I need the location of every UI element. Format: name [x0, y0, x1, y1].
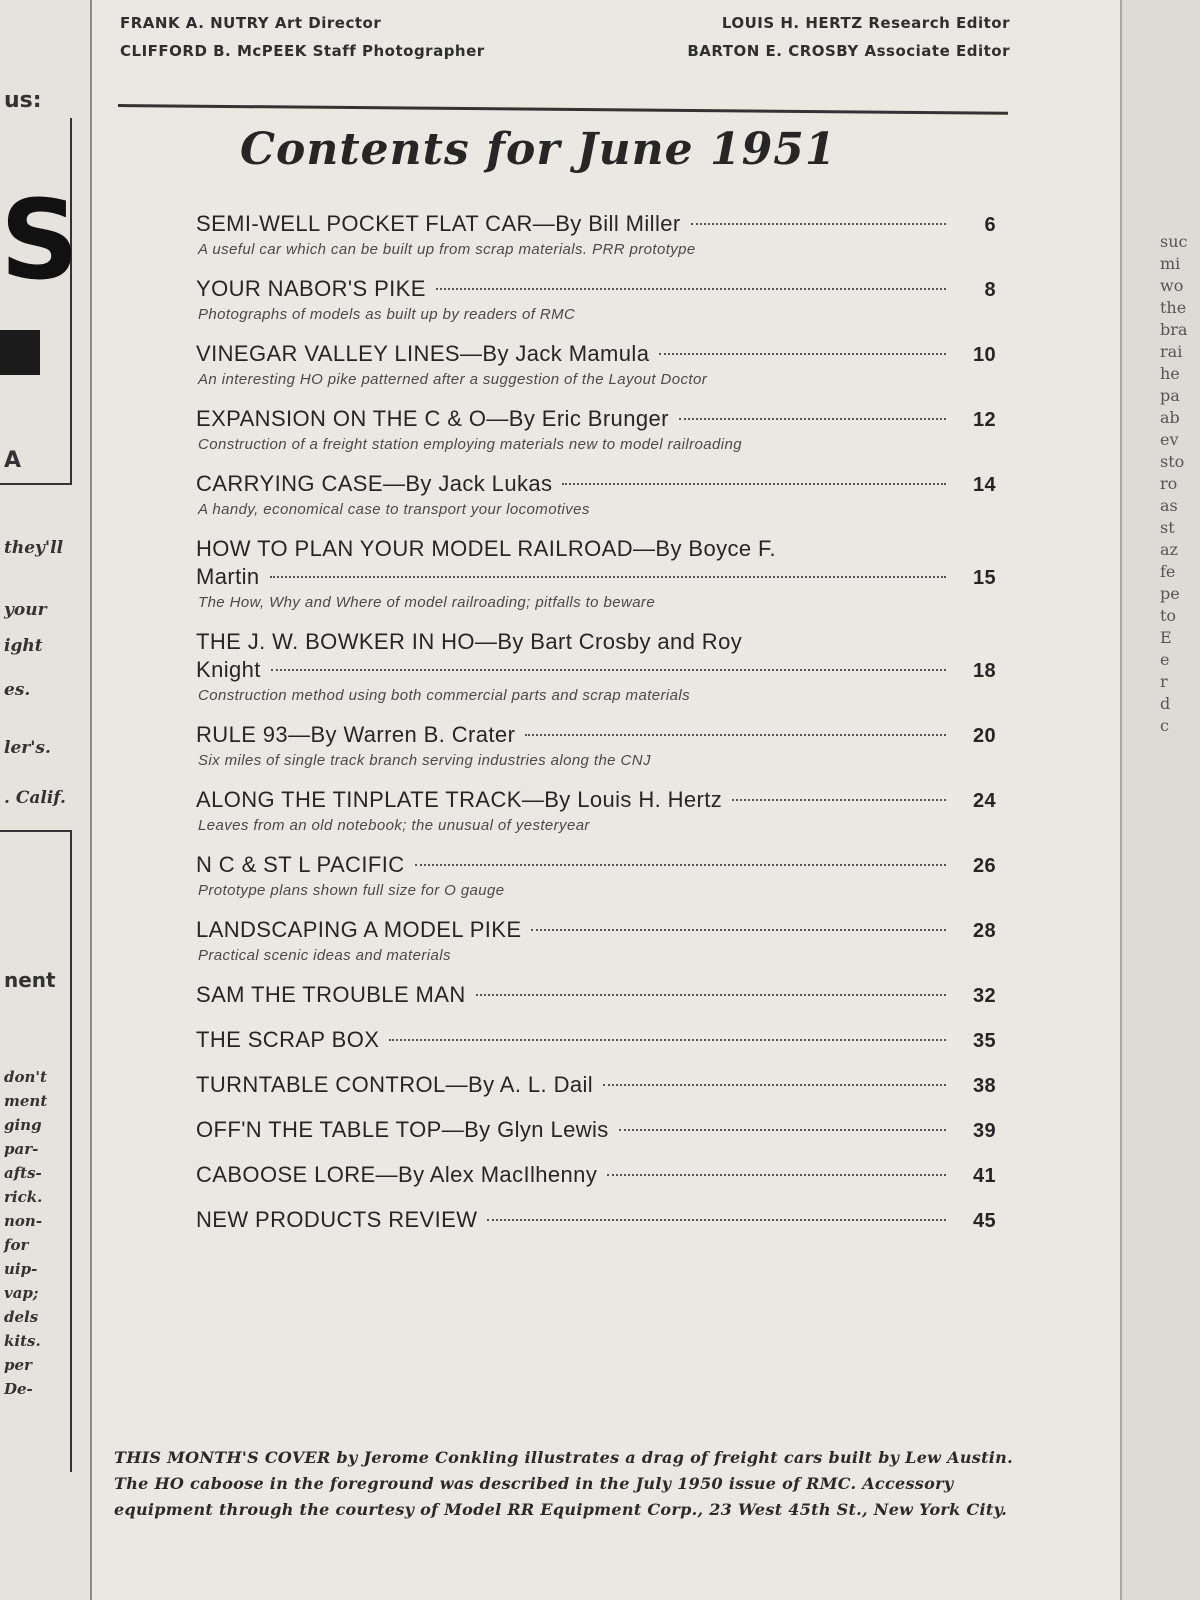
toc-page-number: 18 [972, 660, 996, 682]
toc-description: Practical scenic ideas and materials [198, 947, 451, 964]
toc-entry [196, 210, 996, 261]
toc-page-number: 32 [972, 985, 996, 1007]
right-fragment: fe [1160, 562, 1176, 581]
toc-title: CABOOSE LORE—By Alex MacIlhenny [196, 1162, 598, 1187]
left-small-fragment: ging [4, 1116, 42, 1134]
right-fragment: E [1160, 628, 1172, 647]
dot-leader [691, 223, 946, 225]
masthead-associate-editor: BARTON E. CROSBY Associate Editor [687, 42, 1010, 60]
toc-entry [196, 470, 996, 521]
right-fragment: d [1160, 694, 1171, 713]
toc-description: Photographs of models as built up by readers of RMC [198, 306, 576, 323]
masthead-research-editor: LOUIS H. HERTZ Research Editor [721, 14, 1010, 32]
left-black-block [0, 330, 40, 375]
right-fragment: sto [1160, 452, 1185, 471]
right-fragment: e [1160, 650, 1170, 669]
toc-entry [196, 628, 996, 707]
toc-title: TURNTABLE CONTROL—By A. L. Dail [196, 1072, 594, 1097]
left-small-fragment: rick. [4, 1188, 43, 1206]
dot-leader [270, 576, 946, 578]
dot-leader [607, 1174, 946, 1176]
left-big-letter: S [0, 176, 80, 304]
dot-leader [619, 1129, 946, 1131]
right-fragment: r [1160, 672, 1168, 691]
toc-page-number: 28 [972, 920, 996, 942]
toc-title: N C & ST L PACIFIC [196, 852, 405, 877]
right-fragment: az [1160, 540, 1178, 559]
toc-description: Prototype plans shown full size for O gauge [198, 882, 505, 899]
left-small-fragment: kits. [4, 1332, 41, 1350]
dot-leader [679, 418, 946, 420]
toc-entry [196, 275, 996, 326]
toc-title: EXPANSION ON THE C & O—By Eric Brunger [196, 406, 669, 431]
toc-title: THE SCRAP BOX [196, 1027, 380, 1052]
left-small-fragment: vap; [4, 1284, 39, 1302]
toc-page-number: 26 [972, 855, 996, 877]
left-fragment: us: [4, 88, 42, 113]
toc-description: An interesting HO pike patterned after a suggestion of the Layout Doctor [198, 371, 708, 388]
toc-title: LANDSCAPING A MODEL PIKE [196, 917, 522, 942]
toc-entry [196, 1161, 996, 1190]
toc-page-number: 14 [972, 474, 996, 496]
toc-entry [196, 405, 996, 456]
left-fragment: they'll [4, 538, 64, 558]
toc-entry [196, 340, 996, 391]
toc-entry [196, 535, 996, 614]
toc-title: SEMI-WELL POCKET FLAT CAR—By Bill Miller [196, 211, 681, 236]
dot-leader [659, 353, 946, 355]
right-fragment: st [1160, 518, 1175, 537]
dot-leader [271, 669, 946, 671]
toc-description: Construction method using both commercial parts and scrap materials [198, 687, 691, 704]
masthead [120, 14, 1020, 70]
toc-page-number: 45 [972, 1210, 996, 1232]
dot-leader [525, 734, 946, 736]
toc-description: Construction of a freight station employing materials new to model railroading [198, 436, 742, 453]
toc-title: YOUR NABOR'S PIKE [196, 276, 426, 301]
toc-title: SAM THE TROUBLE MAN [196, 982, 466, 1007]
cover-note: THIS MONTH'S COVER by Jerome Conkling illustrates a drag of freight cars built by Lew Austin. The HO caboose in the foreground was described in the July 1950 issue of RMC. Accessory equipment through the courtesy of Model RR Equipment Corp., 23 West 45th St., New York City. [114, 1448, 1013, 1519]
toc-entry [196, 1026, 996, 1055]
dot-leader [562, 483, 946, 485]
right-fragment: ab [1160, 408, 1180, 427]
left-small-fragment: don't [4, 1068, 47, 1086]
toc-page-number: 39 [972, 1120, 996, 1142]
left-small-fragment: afts- [4, 1164, 42, 1182]
toc-page-number: 6 [984, 214, 996, 236]
left-fragment: A [4, 448, 22, 473]
left-small-fragment: De- [4, 1380, 33, 1398]
masthead-art-director: FRANK A. NUTRY Art Director [120, 14, 382, 32]
toc-entry [196, 786, 996, 837]
left-fragment: nent [4, 968, 56, 992]
toc-page-number: 35 [972, 1030, 996, 1052]
left-small-fragment: dels [4, 1308, 39, 1326]
dot-leader [436, 288, 946, 290]
right-fragment: as [1160, 496, 1178, 515]
toc-description: Leaves from an old notebook; the unusual of yesteryear [198, 817, 590, 834]
toc-page-number: 12 [972, 409, 996, 431]
right-page-strip [1120, 0, 1200, 1600]
dot-leader [415, 864, 947, 866]
toc-title: ALONG THE TINPLATE TRACK—By Louis H. Hertz [196, 787, 723, 812]
right-fragment: pe [1160, 584, 1180, 603]
left-page-strip [0, 0, 92, 1600]
toc-entry [196, 981, 996, 1010]
toc-page-number: 41 [972, 1165, 996, 1187]
dot-leader [487, 1219, 946, 1221]
dot-leader [389, 1039, 946, 1041]
toc-page-number: 15 [972, 567, 996, 589]
left-fragment: your [4, 600, 47, 620]
toc-description: A useful car which can be built up from scrap materials. PRR prototype [198, 241, 696, 258]
right-fragment: ro [1160, 474, 1178, 493]
left-fragment: es. [4, 680, 31, 700]
right-fragment: ev [1160, 430, 1179, 449]
toc-entry [196, 1116, 996, 1145]
right-fragment: mi [1160, 254, 1181, 273]
right-fragment: he [1160, 364, 1180, 383]
toc-title: HOW TO PLAN YOUR MODEL RAILROAD—By Boyce F. [196, 536, 776, 561]
toc-page-number: 10 [972, 344, 996, 366]
toc-entry [196, 721, 996, 772]
toc-title: RULE 93—By Warren B. Crater [196, 722, 516, 747]
toc-title: OFF'N THE TABLE TOP—By Glyn Lewis [196, 1117, 609, 1142]
left-fragment: . Calif. [4, 788, 66, 808]
right-fragment: the [1160, 298, 1187, 317]
left-small-fragment: non- [4, 1212, 43, 1230]
toc-entry [196, 1206, 996, 1235]
toc-page-number: 38 [972, 1075, 996, 1097]
toc-description: Six miles of single track branch serving industries along the CNJ [198, 752, 651, 769]
dot-leader [531, 929, 946, 931]
left-small-fragment: par- [4, 1140, 39, 1158]
toc-title: CARRYING CASE—By Jack Lukas [196, 471, 553, 496]
right-fragment: to [1160, 606, 1177, 625]
right-fragment: c [1160, 716, 1169, 735]
contents-page [92, 0, 1120, 1600]
left-fragment: ler's. [4, 738, 51, 758]
toc-description: The How, Why and Where of model railroading; pitfalls to beware [198, 594, 656, 611]
left-small-fragment: for [4, 1236, 29, 1254]
toc-title: THE J. W. BOWKER IN HO—By Bart Crosby and Roy [196, 629, 743, 654]
left-fragment: ight [4, 636, 43, 656]
table-of-contents [196, 210, 996, 1251]
toc-title: VINEGAR VALLEY LINES—By Jack Mamula [196, 341, 650, 366]
left-small-fragment: per [4, 1356, 32, 1374]
masthead-staff-photographer: CLIFFORD B. McPEEK Staff Photographer [120, 42, 485, 60]
toc-title-continued: Martin [196, 564, 260, 589]
right-fragment: rai [1160, 342, 1183, 361]
toc-page-number: 8 [984, 279, 996, 301]
toc-title-continued: Knight [196, 657, 261, 682]
toc-title: NEW PRODUCTS REVIEW [196, 1207, 478, 1232]
toc-page-number: 24 [972, 790, 996, 812]
page-title: Contents for June 1951 [240, 124, 837, 175]
toc-description: A handy, economical case to transport your locomotives [198, 501, 590, 518]
toc-page-number: 20 [972, 725, 996, 747]
right-fragment: wo [1160, 276, 1184, 295]
dot-leader [476, 994, 946, 996]
toc-entry [196, 916, 996, 967]
right-fragment: suc [1160, 232, 1188, 251]
left-small-fragment: ment [4, 1092, 48, 1110]
header-rule [118, 104, 1008, 115]
toc-entry [196, 851, 996, 902]
dot-leader [732, 799, 946, 801]
right-fragment: pa [1160, 386, 1180, 405]
dot-leader [603, 1084, 946, 1086]
left-small-fragment: uip- [4, 1260, 38, 1278]
right-fragment: bra [1160, 320, 1188, 339]
toc-entry [196, 1071, 996, 1100]
